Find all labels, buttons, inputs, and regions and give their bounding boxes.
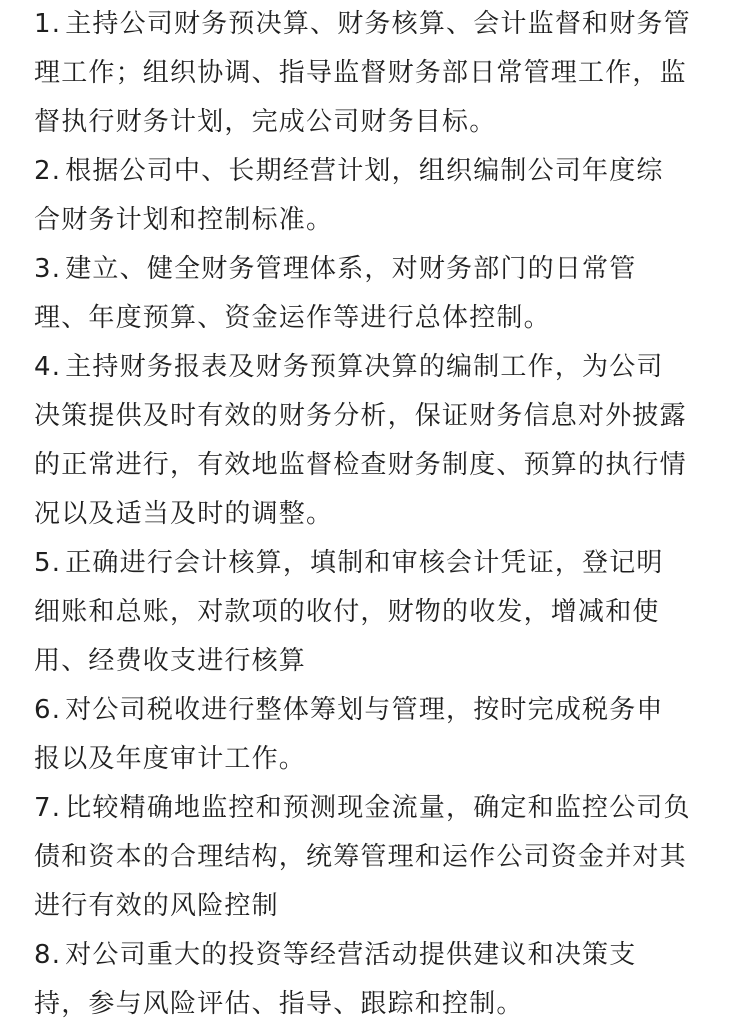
item-line: 细账和总账，对款项的收付，财物的收发，增减和使 [34,597,660,627]
item-line: 正确进行会计核算，填制和审核会计凭证，登记明 [65,548,664,578]
duty-item-6 [34,686,724,784]
duty-item-1 [34,0,724,147]
item-line: 主持公司财务预决算、财务核算、会计监督和财务管 [65,9,691,39]
duty-list [34,0,724,1029]
item-line: 报以及年度审计工作。 [34,744,307,774]
item-line: 建立、健全财务管理体系，对财务部门的日常管 [65,254,637,284]
item-line: 债和资本的合理结构，统筹管理和运作公司资金并对其 [34,842,687,872]
item-number: 3. [34,254,62,284]
duty-item-5 [34,539,724,686]
item-number: 2. [34,156,62,186]
item-line: 用、经费收支进行核算 [34,646,307,676]
duty-item-8 [34,931,724,1029]
item-line: 对公司重大的投资等经营活动提供建议和决策支 [65,940,637,970]
item-number: 6. [34,695,62,725]
item-line: 合财务计划和控制标准。 [34,205,334,235]
duty-item-3 [34,245,724,343]
item-line: 决策提供及时有效的财务分析，保证财务信息对外披露 [34,401,687,431]
item-number: 4. [34,352,62,382]
item-number: 5. [34,548,62,578]
item-line: 进行有效的风险控制 [34,891,279,921]
item-line: 对公司税收进行整体筹划与管理，按时完成税务申 [65,695,664,725]
item-line: 理、年度预算、资金运作等进行总体控制。 [34,303,551,333]
item-line: 理工作；组织协调、指导监督财务部日常管理工作，监 [34,58,687,88]
item-line: 督执行财务计划，完成公司财务目标。 [34,107,497,137]
item-line: 持，参与风险评估、指导、跟踪和控制。 [34,989,524,1019]
item-number: 1. [34,9,62,39]
duty-item-7 [34,784,724,931]
item-line: 况以及适当及时的调整。 [34,499,334,529]
item-number: 7. [34,793,62,823]
item-line: 主持财务报表及财务预算决算的编制工作，为公司 [65,352,664,382]
item-number: 8. [34,940,62,970]
duty-item-2 [34,147,724,245]
item-line: 根据公司中、长期经营计划，组织编制公司年度综 [65,156,664,186]
duty-item-4 [34,343,724,539]
item-line: 比较精确地监控和预测现金流量，确定和监控公司负 [65,793,691,823]
item-line: 的正常进行，有效地监督检查财务制度、预算的执行情 [34,450,687,480]
